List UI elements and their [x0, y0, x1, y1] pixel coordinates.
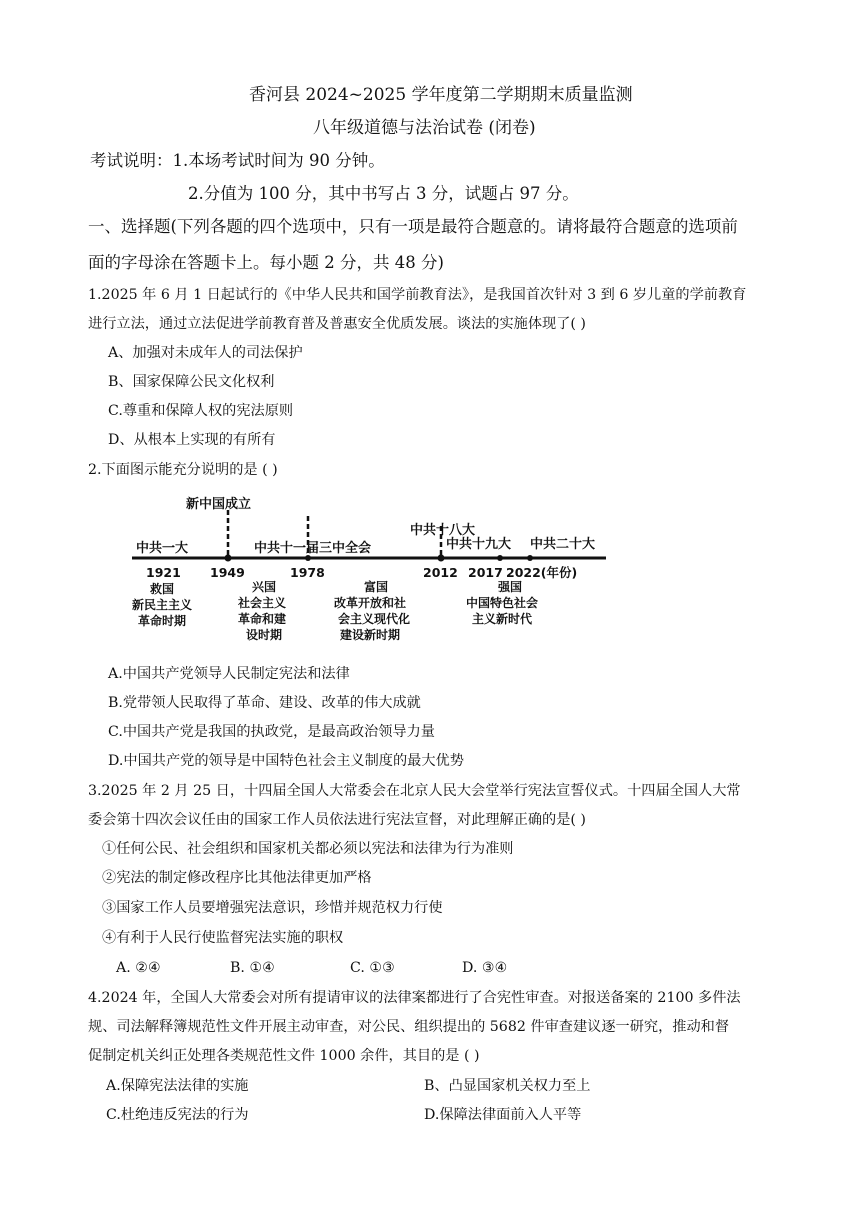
dot-2017 [497, 555, 503, 561]
dot-1949 [225, 555, 232, 562]
q3-stem-line-1: 3.2025 年 2 月 25 日，十四届全国人大常委会在北京人民大会堂举行宪法宣誓仪式。十四届全国人大常 [88, 783, 741, 799]
year-2022: 2022(年份) [506, 565, 578, 580]
period-1-line-3: 革命时期 [138, 614, 187, 628]
section-heading-line-2: 面的字母涂在答题卡上。每小题 2 分，共 48 分) [88, 253, 444, 272]
period-2-line-2: 社会主义 [238, 596, 287, 610]
period-3-line-4: 建设新时期 [340, 628, 401, 642]
q2-stem: 2.下面图示能充分说明的是 ( ) [88, 462, 278, 478]
q4-option-b: B、凸显国家机关权力至上 [424, 1078, 591, 1094]
q1-stem-line-1: 1.2025 年 6 月 1 日起试行的《中华人民共和国学前教育法》，是我国首次针对 3 到 6 岁儿童的学前教育 [88, 287, 747, 303]
period-1-line-2: 新民主主义 [132, 598, 193, 612]
q2-option-c: C.中国共产党是我国的执政党，是最高政治领导力量 [108, 724, 435, 740]
q4-stem-line-3: 促制定机关纠正处理各类规范性文件 1000 余件，其目的是 ( ) [88, 1048, 480, 1064]
exam-subtitle: 八年级道德与法治试卷 (闭卷) [313, 118, 536, 138]
instruction-line-2: 2.分值为 100 分，其中书写占 3 分，试题占 97 分。 [188, 184, 579, 203]
year-1949: 1949 [210, 565, 245, 580]
period-2-line-4: 设时期 [246, 628, 283, 642]
q3-statement-2: ②宪法的制定修改程序比其他法律更加严格 [102, 870, 372, 886]
q4-stem-line-2: 规、司法解释簿规范性文件开展主动审查，对公民、组织提出的 5682 件审查建议逐一研究，推动和督 [88, 1019, 730, 1035]
label-new-china: 新中国成立 [186, 497, 252, 512]
q4-option-a: A.保障宪法法律的实施 [106, 1078, 249, 1094]
q3-stem-line-2: 委会第十四次会议任由的国家工作人员依法进行宪法宣督，对此理解正确的是( ) [88, 812, 586, 828]
q2-option-b: B.党带领人民取得了革命、建设、改革的伟大成就 [108, 695, 421, 711]
q3-statement-1: ①任何公民、社会组织和国家机关都必须以宪法和法律为行为准则 [102, 841, 514, 857]
q3-option-b: B. ①④ [230, 960, 275, 976]
period-2-line-1: 兴国 [252, 580, 277, 594]
q4-option-c: C.杜绝违反宪法的行为 [106, 1107, 249, 1123]
q3-option-c: C. ①③ [350, 960, 395, 976]
q2-option-d: D.中国共产党的领导是中国特色社会主义制度的最大优势 [108, 753, 464, 769]
q4-option-d: D.保障法律面前入人平等 [424, 1107, 582, 1123]
label-1st-congress: 中共一大 [136, 541, 189, 556]
q4-stem-line-1: 4.2024 年，全国人大常委会对所有提请审议的法律案都进行了合宪性审查。对报送备案的 2100 多件法 [88, 990, 741, 1006]
q1-option-c: C.尊重和保障人权的宪法原则 [108, 403, 294, 419]
q1-option-a: A、加强对未成年人的司法保护 [108, 345, 303, 361]
period-1-line-1: 救国 [150, 582, 175, 596]
q3-statement-3: ③国家工作人员要增强宪法意识，珍惜并规范权力行使 [102, 900, 443, 916]
year-1921: 1921 [146, 565, 181, 580]
label-third-plenum: 中共十一届三中全会 [254, 541, 372, 556]
label-18th-congress: 中共十八大 [410, 523, 476, 538]
q3-option-a: A. ②④ [116, 960, 161, 976]
dot-2012 [438, 555, 445, 562]
dot-2022 [527, 555, 533, 561]
q2-option-a: A.中国共产党领导人民制定宪法和法律 [108, 666, 350, 682]
exam-title: 香河县 2024~2025 学年度第二学期期末质量监测 [249, 85, 633, 105]
year-1978: 1978 [290, 565, 325, 580]
year-2012: 2012 [423, 565, 458, 580]
q3-statement-4: ④有利于人民行使监督宪法实施的职权 [102, 930, 344, 946]
period-4-line-3: 主义新时代 [472, 612, 533, 626]
section-heading-line-1: 一、选择题(下列各题的四个选项中，只有一项是最符合题意的。请将最符合题意的选项前 [88, 217, 738, 236]
q1-stem-line-2: 进行立法，通过立法促进学前教育普及普惠安全优质发展。谈法的实施体现了( ) [88, 316, 586, 332]
label-20th-congress: 中共二十大 [530, 537, 596, 552]
period-2-line-3: 革命和建 [238, 612, 287, 626]
label-19th-congress: 中共十九大 [446, 537, 512, 552]
period-4-line-1: 强国 [498, 580, 523, 594]
period-3-line-2: 改革开放和社 [334, 596, 407, 610]
period-3-line-1: 富国 [364, 580, 389, 594]
year-2017: 2017 [468, 565, 503, 580]
period-4-line-2: 中国特色社会 [466, 596, 539, 610]
party-history-timeline [128, 488, 612, 648]
q3-option-d: D. ③④ [462, 960, 508, 976]
period-3-line-3: 会主义现代化 [338, 612, 411, 626]
q1-option-b: B、国家保障公民文化权利 [108, 374, 275, 390]
instruction-line-1: 考试说明：1.本场考试时间为 90 分钟。 [90, 151, 385, 170]
q1-option-d: D、从根本上实现的有所有 [108, 432, 276, 448]
